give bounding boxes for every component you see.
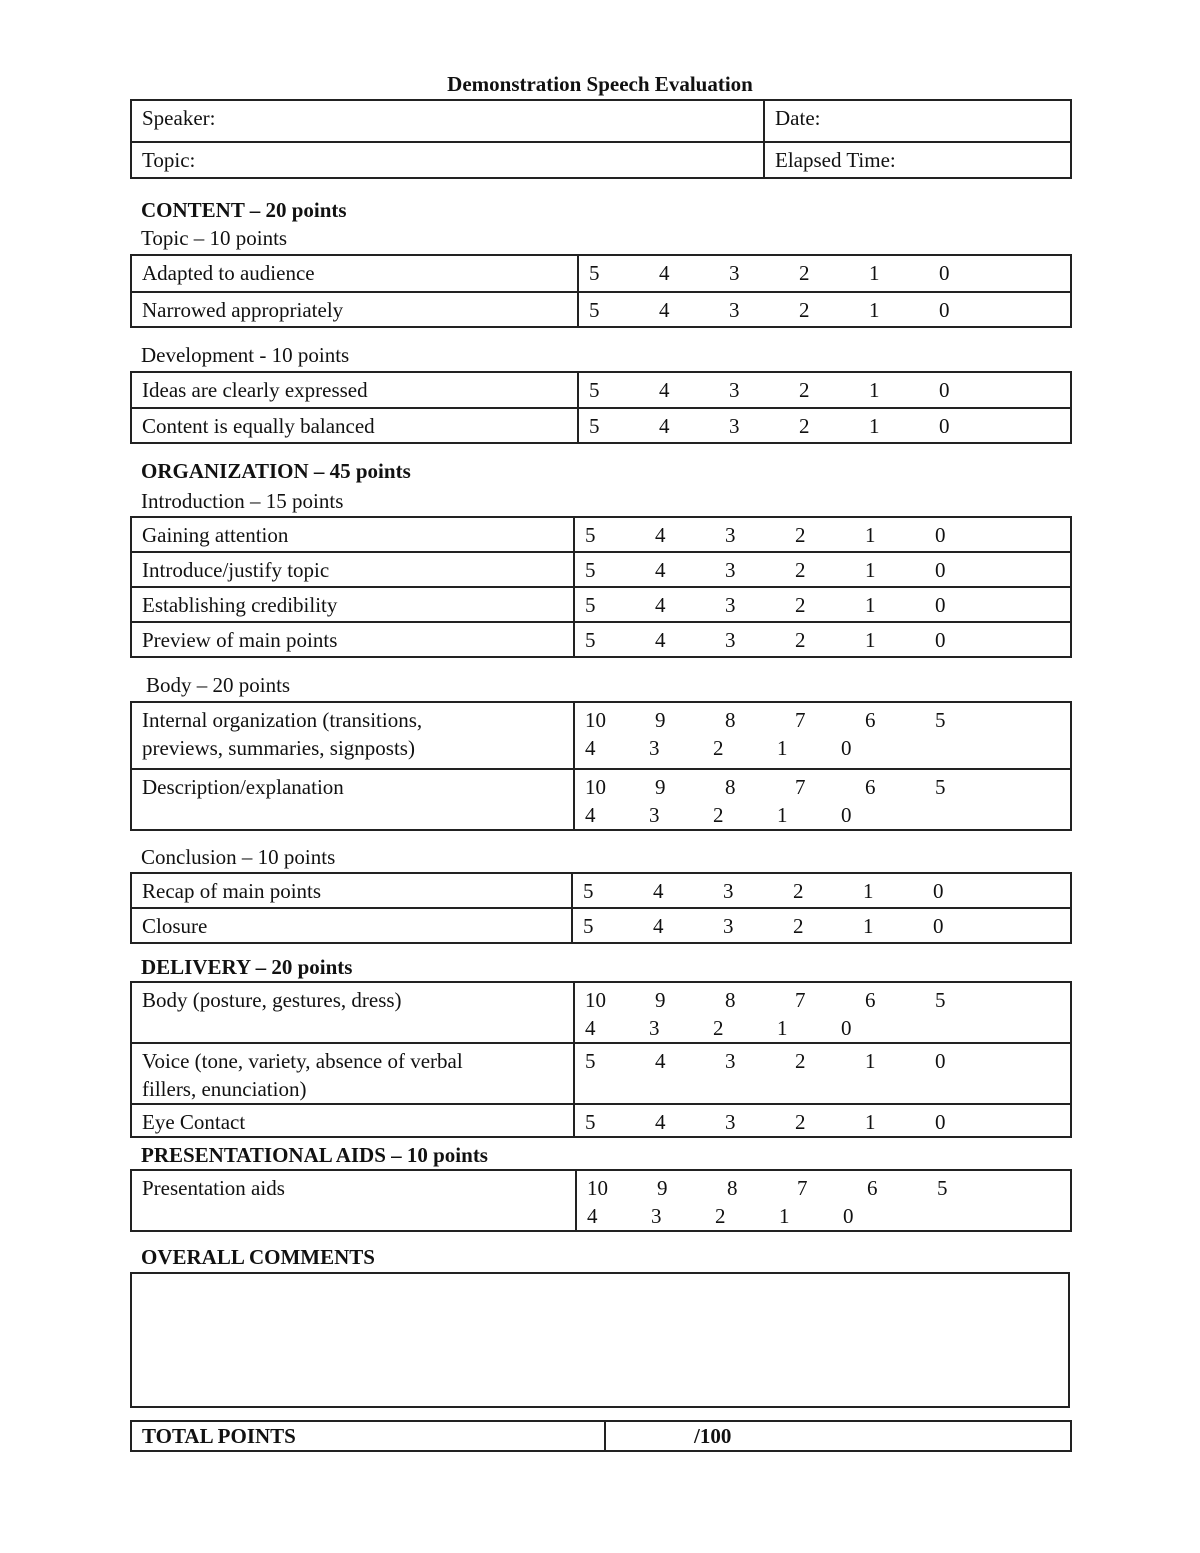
score-value[interactable]: 0 (935, 1110, 946, 1134)
criterion-label: Presentation aids (131, 1170, 576, 1231)
score-value[interactable]: 1 (777, 736, 788, 760)
score-value[interactable]: 4 (655, 523, 666, 547)
introduction-subheading: Introduction – 15 points (141, 489, 344, 513)
score-options[interactable] (576, 1170, 1071, 1231)
score-value[interactable]: 4 (659, 298, 670, 322)
score-value[interactable]: 5 (585, 1049, 596, 1073)
criterion-label: Voice (tone, variety, absence of verbal fillers, enunciation) (131, 1043, 574, 1104)
score-value[interactable]: 2 (795, 523, 806, 547)
score-options[interactable] (578, 255, 1071, 292)
score-value[interactable]: 8 (727, 1176, 738, 1200)
score-value[interactable]: 3 (725, 593, 736, 617)
score-options[interactable] (574, 702, 1071, 769)
score-value[interactable]: 2 (795, 558, 806, 582)
score-value[interactable]: 5 (585, 523, 596, 547)
development-subheading: Development - 10 points (141, 343, 350, 367)
score-value[interactable]: 2 (795, 1110, 806, 1134)
score-value[interactable]: 0 (841, 1016, 852, 1040)
score-value[interactable]: 1 (865, 593, 876, 617)
criterion-label: Body (posture, gestures, dress) (131, 982, 574, 1043)
score-value[interactable]: 2 (713, 736, 724, 760)
total-label: TOTAL POINTS (131, 1421, 605, 1451)
score-value[interactable]: 9 (657, 1176, 668, 1200)
score-value[interactable]: 5 (583, 879, 594, 903)
score-value[interactable]: 2 (795, 593, 806, 617)
score-value[interactable]: 6 (865, 775, 876, 799)
score-value[interactable]: 2 (715, 1204, 726, 1228)
score-value[interactable]: 1 (865, 1110, 876, 1134)
score-value[interactable]: 0 (939, 298, 950, 322)
criterion-label: Internal organization (transitions, previews, summaries, signposts) (131, 702, 574, 769)
score-value[interactable]: 9 (655, 988, 666, 1012)
score-value[interactable]: 4 (655, 1049, 666, 1073)
score-value[interactable]: 0 (939, 378, 950, 402)
score-value[interactable]: 0 (939, 261, 950, 285)
score-value[interactable]: 3 (725, 628, 736, 652)
score-value[interactable]: 4 (585, 1016, 596, 1040)
score-value[interactable]: 6 (867, 1176, 878, 1200)
score-value[interactable]: 4 (587, 1204, 598, 1228)
delivery-heading: DELIVERY – 20 points (141, 955, 353, 979)
topic-subheading: Topic – 10 points (141, 226, 288, 250)
score-value[interactable]: 1 (869, 378, 880, 402)
organization-heading: ORGANIZATION – 45 points (141, 459, 411, 483)
score-value[interactable]: 1 (865, 628, 876, 652)
criterion-label: Narrowed appropriately (131, 292, 578, 327)
score-value[interactable]: 3 (649, 803, 660, 827)
score-options[interactable] (578, 372, 1071, 408)
conclusion-table (130, 872, 1072, 944)
score-value[interactable]: 10 (585, 988, 606, 1012)
comments-input[interactable] (131, 1273, 1069, 1407)
total-value[interactable]: /100 (605, 1421, 1071, 1451)
delivery-table (130, 981, 1072, 1138)
score-value[interactable]: 5 (589, 414, 600, 438)
score-value[interactable]: 0 (939, 414, 950, 438)
score-value[interactable]: 5 (589, 378, 600, 402)
score-value[interactable]: 2 (793, 914, 804, 938)
criterion-label: Description/explanation (131, 769, 574, 830)
score-value[interactable]: 2 (795, 1049, 806, 1073)
score-value[interactable]: 7 (795, 775, 806, 799)
score-value[interactable]: 4 (655, 593, 666, 617)
score-value[interactable]: 8 (725, 775, 736, 799)
score-value[interactable]: 0 (841, 803, 852, 827)
score-value[interactable]: 5 (585, 628, 596, 652)
score-value[interactable]: 5 (583, 914, 594, 938)
score-value[interactable]: 7 (795, 988, 806, 1012)
score-value[interactable]: 4 (655, 628, 666, 652)
score-options[interactable] (574, 517, 1071, 552)
score-value[interactable]: 3 (649, 736, 660, 760)
score-value[interactable]: 3 (729, 378, 740, 402)
score-options[interactable] (572, 908, 1071, 943)
criterion-label: Eye Contact (131, 1104, 574, 1137)
score-value[interactable]: 0 (933, 914, 944, 938)
aids-heading: PRESENTATIONAL AIDS – 10 points (141, 1143, 488, 1167)
score-value[interactable]: 10 (585, 708, 606, 732)
score-value[interactable]: 1 (869, 414, 880, 438)
score-value[interactable]: 0 (841, 736, 852, 760)
score-options[interactable] (572, 873, 1071, 908)
score-options[interactable] (574, 1104, 1071, 1137)
score-value[interactable]: 5 (585, 1110, 596, 1134)
score-value[interactable]: 1 (863, 914, 874, 938)
score-value[interactable]: 1 (865, 558, 876, 582)
score-value[interactable]: 10 (585, 775, 606, 799)
total-table (130, 1420, 1072, 1452)
score-options[interactable] (574, 982, 1071, 1043)
score-value[interactable]: 3 (729, 414, 740, 438)
score-value[interactable]: 5 (935, 988, 946, 1012)
score-value[interactable]: 6 (865, 988, 876, 1012)
score-value[interactable]: 7 (797, 1176, 808, 1200)
score-value[interactable]: 4 (585, 803, 596, 827)
comments-heading: OVERALL COMMENTS (141, 1245, 375, 1269)
score-value[interactable]: 5 (589, 261, 600, 285)
score-value[interactable]: 4 (655, 1110, 666, 1134)
score-options[interactable] (574, 587, 1071, 622)
criterion-label: Establishing credibility (131, 587, 574, 622)
score-value[interactable]: 5 (589, 298, 600, 322)
introduction-table (130, 516, 1072, 658)
score-value[interactable]: 0 (935, 558, 946, 582)
comments-box (130, 1272, 1070, 1408)
score-value[interactable]: 4 (585, 736, 596, 760)
criterion-label: Recap of main points (131, 873, 572, 908)
score-value[interactable]: 5 (585, 558, 596, 582)
score-value[interactable]: 1 (863, 879, 874, 903)
criterion-label: Ideas are clearly expressed (131, 372, 578, 408)
criterion-label: Content is equally balanced (131, 408, 578, 443)
score-value[interactable]: 9 (655, 775, 666, 799)
score-options[interactable] (578, 408, 1071, 443)
score-value[interactable]: 0 (935, 593, 946, 617)
score-value[interactable]: 2 (799, 378, 810, 402)
score-value[interactable]: 4 (659, 261, 670, 285)
score-value[interactable]: 2 (793, 879, 804, 903)
score-value[interactable]: 0 (935, 1049, 946, 1073)
score-value[interactable]: 1 (777, 803, 788, 827)
criterion-label: Introduce/justify topic (131, 552, 574, 587)
score-value[interactable]: 4 (653, 914, 664, 938)
score-value[interactable]: 5 (935, 708, 946, 732)
score-value[interactable]: 3 (651, 1204, 662, 1228)
score-value[interactable]: 1 (865, 1049, 876, 1073)
criterion-label: Preview of main points (131, 622, 574, 657)
score-value[interactable]: 4 (655, 558, 666, 582)
aids-table (130, 1169, 1072, 1232)
score-value[interactable]: 2 (799, 261, 810, 285)
score-value[interactable]: 0 (843, 1204, 854, 1228)
score-value[interactable]: 2 (713, 803, 724, 827)
score-options[interactable] (574, 1043, 1071, 1104)
score-value[interactable]: 8 (725, 988, 736, 1012)
date-field[interactable]: Date: (764, 100, 1071, 142)
score-value[interactable]: 2 (713, 1016, 724, 1040)
criterion-label: Closure (131, 908, 572, 943)
score-value[interactable]: 10 (587, 1176, 608, 1200)
score-value[interactable]: 4 (653, 879, 664, 903)
score-value[interactable]: 3 (725, 523, 736, 547)
score-value[interactable]: 6 (865, 708, 876, 732)
page-title: Demonstration Speech Evaluation (447, 72, 753, 96)
score-value[interactable]: 5 (585, 593, 596, 617)
score-value[interactable]: 3 (729, 261, 740, 285)
score-value[interactable]: 0 (933, 879, 944, 903)
score-value[interactable]: 1 (779, 1204, 790, 1228)
header-table (130, 99, 1072, 179)
score-value[interactable]: 3 (649, 1016, 660, 1040)
score-value[interactable]: 7 (795, 708, 806, 732)
score-value[interactable]: 9 (655, 708, 666, 732)
score-value[interactable]: 0 (935, 523, 946, 547)
score-value[interactable]: 3 (723, 914, 734, 938)
score-value[interactable]: 8 (725, 708, 736, 732)
conclusion-subheading: Conclusion – 10 points (141, 845, 336, 869)
score-value[interactable]: 2 (799, 298, 810, 322)
score-options[interactable] (574, 769, 1071, 830)
development-table (130, 371, 1072, 444)
score-value[interactable]: 3 (725, 558, 736, 582)
score-value[interactable]: 0 (935, 628, 946, 652)
score-value[interactable]: 2 (795, 628, 806, 652)
score-options[interactable] (574, 622, 1071, 657)
body-table (130, 701, 1072, 831)
score-value[interactable]: 5 (937, 1176, 948, 1200)
topic-field[interactable]: Topic: (131, 142, 764, 178)
score-value[interactable]: 3 (725, 1049, 736, 1073)
criterion-label: Gaining attention (131, 517, 574, 552)
score-value[interactable]: 3 (725, 1110, 736, 1134)
speaker-field[interactable]: Speaker: (131, 100, 764, 142)
score-value[interactable]: 4 (659, 378, 670, 402)
score-value[interactable]: 4 (659, 414, 670, 438)
elapsed-time-field[interactable]: Elapsed Time: (764, 142, 1071, 178)
topic-table (130, 254, 1072, 328)
criterion-label: Adapted to audience (131, 255, 578, 292)
content-heading: CONTENT – 20 points (141, 198, 347, 222)
score-value[interactable]: 5 (935, 775, 946, 799)
score-value[interactable]: 3 (729, 298, 740, 322)
body-subheading: Body – 20 points (146, 673, 291, 697)
score-value[interactable]: 1 (777, 1016, 788, 1040)
score-value[interactable]: 3 (723, 879, 734, 903)
score-options[interactable] (578, 292, 1071, 327)
score-value[interactable]: 1 (869, 261, 880, 285)
score-options[interactable] (574, 552, 1071, 587)
score-value[interactable]: 1 (865, 523, 876, 547)
score-value[interactable]: 1 (869, 298, 880, 322)
score-value[interactable]: 2 (799, 414, 810, 438)
